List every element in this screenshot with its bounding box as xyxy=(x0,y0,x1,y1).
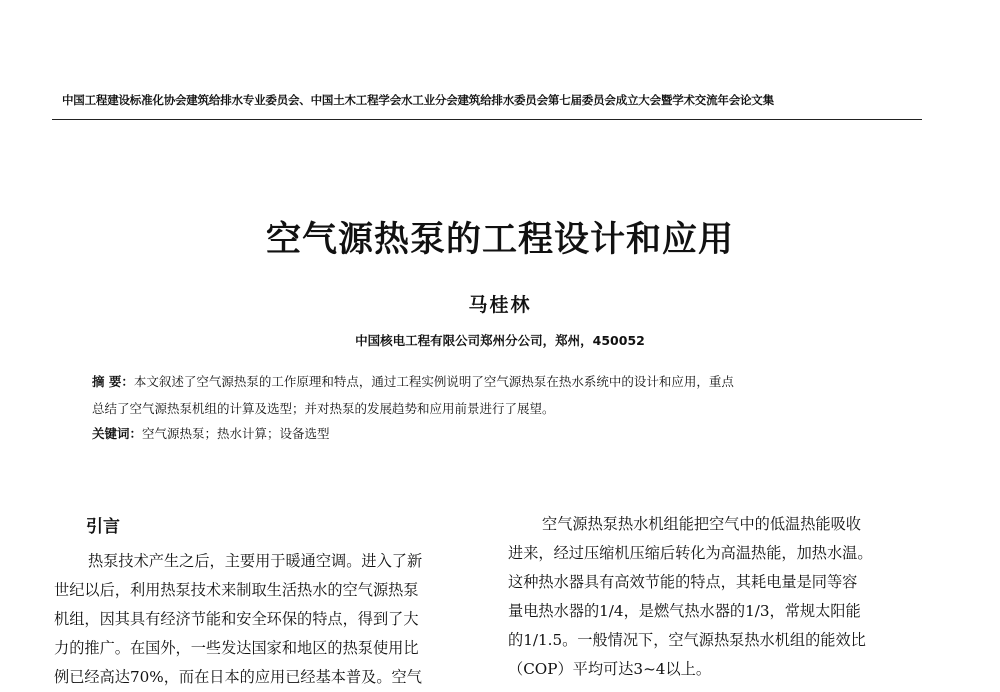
left-column xyxy=(54,547,474,692)
right-column xyxy=(508,510,926,684)
author-affiliation: 中国核电工程有限公司郑州分公司，郑州，450052 xyxy=(355,333,645,348)
abstract-line-1 xyxy=(92,372,912,392)
body-line: 的1/1.5。一般情况下，空气源热泵热水机组的能效比 xyxy=(508,631,866,649)
body-line: 这种热水器具有高效节能的特点，其耗电量是同等容 xyxy=(508,573,858,591)
keywords-label: 关键词： xyxy=(92,426,143,441)
abstract-text-1: 本文叙述了空气源热泵的工作原理和特点，通过工程实例说明了空气源热泵在热水系统中的设计和应用，重点 xyxy=(133,374,734,389)
body-line: 力的推广。在国外，一些发达国家和地区的热泵使用比 xyxy=(54,639,419,657)
body-line: 热泵技术产生之后，主要用于暖通空调。进入了新 xyxy=(88,552,423,570)
keywords xyxy=(92,424,912,444)
body-line: 世纪以后，利用热泵技术来制取生活热水的空气源热泵 xyxy=(54,581,419,599)
body-line: （COP）平均可达3~4以上。 xyxy=(508,660,712,678)
body-line: 进来，经过压缩机压缩后转化为高温热能，加热水温。 xyxy=(508,544,873,562)
body-line: 空气源热泵热水机组能把空气中的低温热能吸收 xyxy=(542,515,861,533)
body-line: 量电热水器的1/4，是燃气热水器的1/3，常规太阳能 xyxy=(508,602,861,620)
keywords-text: 空气源热泵；热水计算；设备选型 xyxy=(142,426,330,441)
section-heading-intro: 引言 xyxy=(86,517,120,537)
abstract-line-2 xyxy=(92,399,912,419)
author-name: 马桂林 xyxy=(468,294,532,316)
paper-title: 空气源热泵的工程设计和应用 xyxy=(265,220,734,260)
proceedings-header: 中国工程建设标准化协会建筑给排水专业委员会、中国土木工程学会水工业分会建筑给排水委员会第七届委员会成立大会暨学术交流年会论文集 xyxy=(62,93,774,107)
header-rule xyxy=(52,119,922,120)
abstract-text-2: 总结了空气源热泵机组的计算及选型；并对热泵的发展趋势和应用前景进行了展望。 xyxy=(92,401,555,416)
body-line: 机组，因其具有经济节能和安全环保的特点，得到了大 xyxy=(54,610,419,628)
abstract-label: 摘 要： xyxy=(92,374,134,389)
body-line: 例已经高达70%，而在日本的应用已经基本普及。空气 xyxy=(54,668,422,686)
